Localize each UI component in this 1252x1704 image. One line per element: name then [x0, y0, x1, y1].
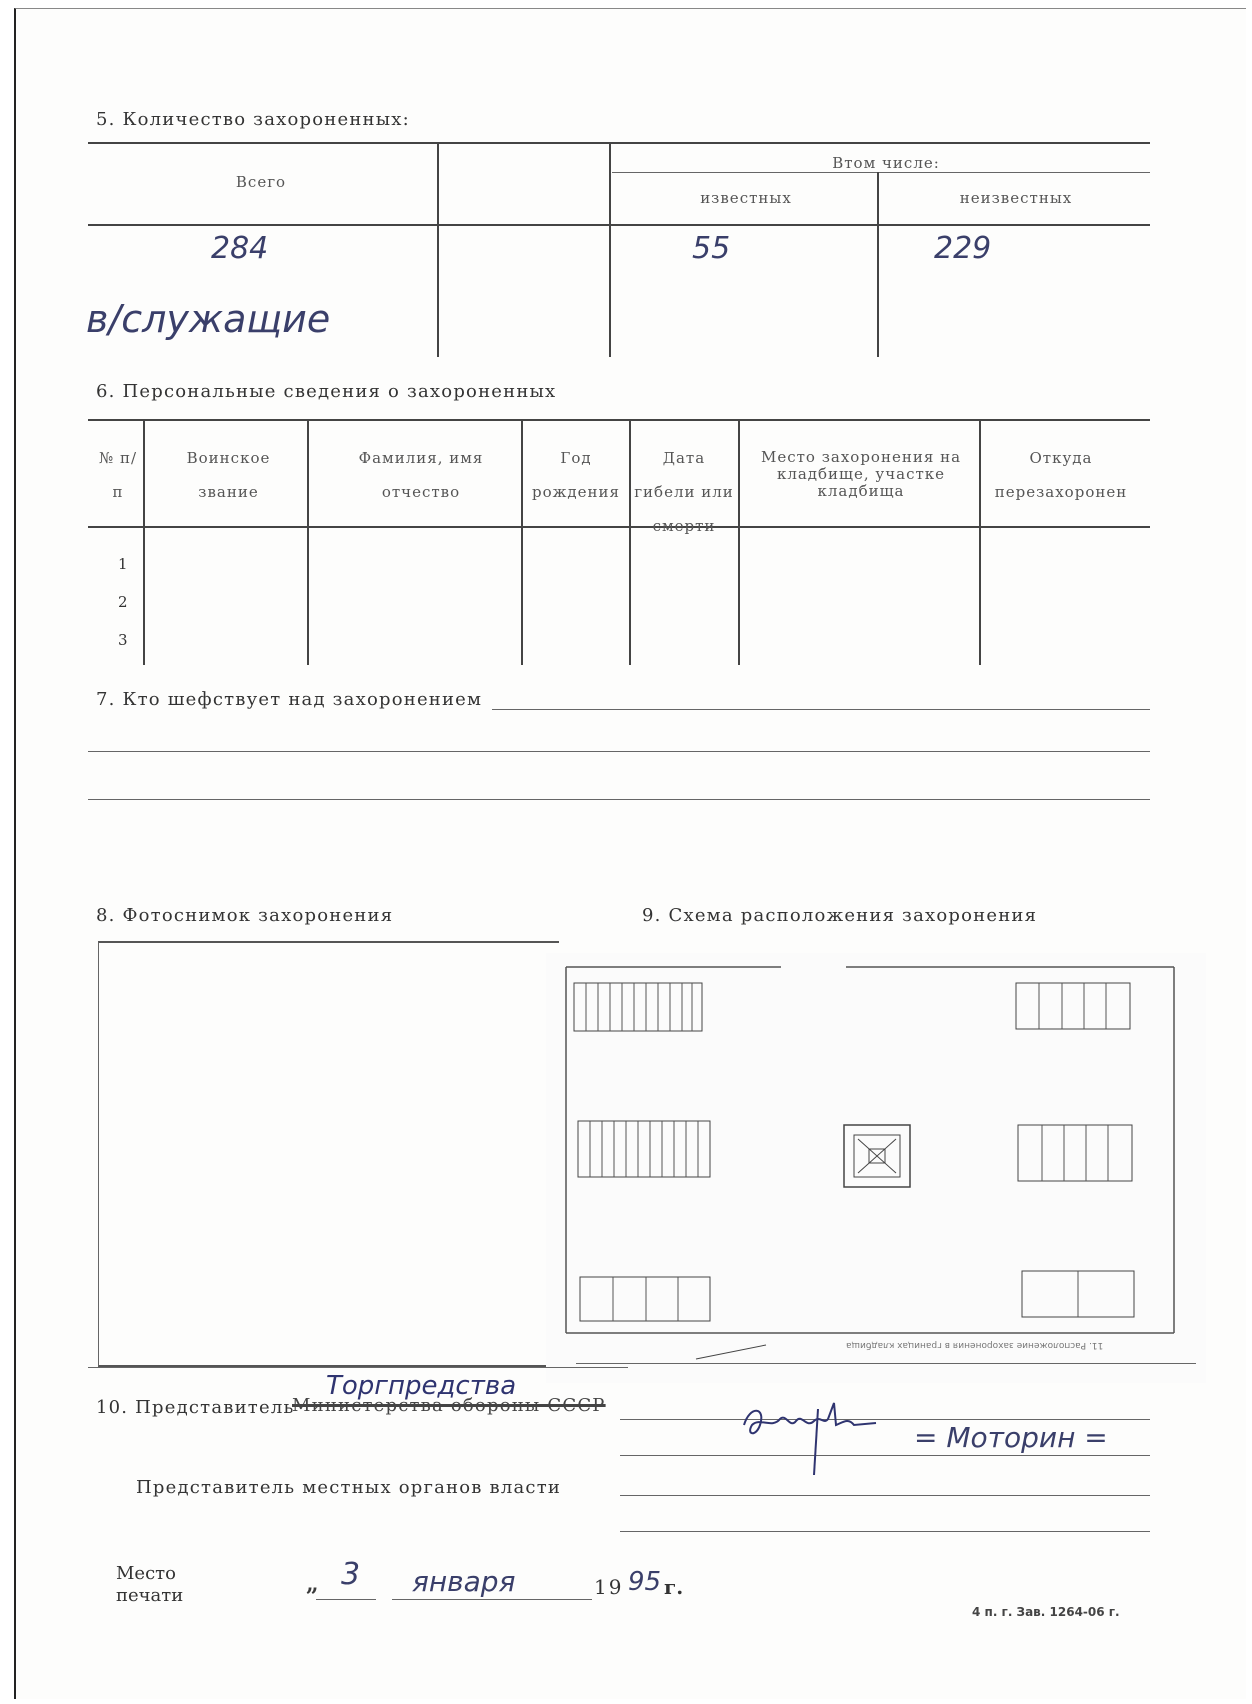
fill-line — [316, 1599, 376, 1600]
print-code: 4 п. г. Зав. 1264-06 г. — [972, 1605, 1120, 1619]
row-number: 3 — [118, 631, 128, 649]
signature-image — [736, 1395, 886, 1485]
fill-line — [88, 751, 1150, 752]
col-known-header: известных — [700, 189, 792, 207]
mirrored-caption: 11. Расположение захоронения в границах кладбища — [846, 1340, 1104, 1350]
divider — [88, 224, 1150, 226]
row-number: 1 — [118, 555, 128, 573]
divider — [629, 419, 631, 665]
header-rank: Воинское звание — [186, 449, 271, 501]
section8-title: 8. Фотоснимок захоронения — [96, 905, 394, 926]
fill-line — [620, 1495, 1150, 1496]
signature-name: = Моторин = — [914, 1421, 1108, 1454]
header-birth: Год рождения — [531, 449, 620, 501]
divider — [88, 142, 1150, 144]
divider — [576, 1363, 1196, 1364]
total-note: в/служащие — [86, 297, 331, 341]
date-month: января — [412, 1565, 516, 1598]
divider — [88, 526, 1150, 528]
known-value: 55 — [692, 231, 731, 266]
header-num: № п/п — [98, 449, 137, 501]
unknown-value: 229 — [934, 231, 992, 266]
local-rep-label: Представитель местных органов власти — [136, 1477, 562, 1498]
divider — [143, 419, 145, 665]
divider — [521, 419, 523, 665]
row-number: 2 — [118, 593, 128, 611]
divider — [877, 172, 879, 357]
fill-line — [492, 709, 1150, 710]
date-g: г. — [664, 1575, 684, 1599]
section7-title: 7. Кто шефствует над захоронением — [96, 689, 483, 710]
date-year-suffix: 95 — [628, 1567, 662, 1597]
handwritten-org: Торгпредства — [326, 1371, 517, 1401]
section5-title: 5. Количество захороненных: — [96, 109, 410, 130]
header-name: Фамилия, имя отчество — [358, 449, 484, 501]
stamp-label: Место печати — [116, 1563, 184, 1606]
divider — [609, 142, 611, 357]
divider — [437, 142, 439, 357]
header-place: Место захоронения на кладбище, участке кладбища — [760, 448, 962, 500]
divider — [88, 419, 1150, 421]
section9-title: 9. Схема расположения захоронения — [642, 905, 1038, 926]
divider — [88, 1367, 628, 1368]
section10-title: 10. Представитель — [96, 1397, 295, 1418]
section6-title: 6. Персональные сведения о захороненных — [96, 381, 557, 402]
header-from: Откуда перезахоронен — [994, 449, 1128, 501]
divider — [307, 419, 309, 665]
col-unknown-header: неизвестных — [959, 189, 1073, 207]
total-value: 284 — [211, 231, 269, 266]
col-incl-header: Втом числе: — [832, 154, 940, 172]
col-total-header: Всего — [235, 173, 287, 191]
date-quote: „ — [306, 1571, 319, 1597]
burial-scheme — [546, 953, 1206, 1383]
struck-org: Министерства обороны СССР — [292, 1395, 606, 1416]
date-day: 3 — [341, 1557, 361, 1592]
divider — [738, 419, 740, 665]
form-page — [14, 8, 1246, 1699]
fill-line — [620, 1531, 1150, 1532]
divider — [979, 419, 981, 665]
date-year-prefix: 19 — [594, 1575, 624, 1599]
fill-line — [88, 799, 1150, 800]
header-death: Дата гибели или смерти — [634, 449, 734, 535]
photo-box — [98, 941, 559, 1367]
fill-line — [392, 1599, 592, 1600]
